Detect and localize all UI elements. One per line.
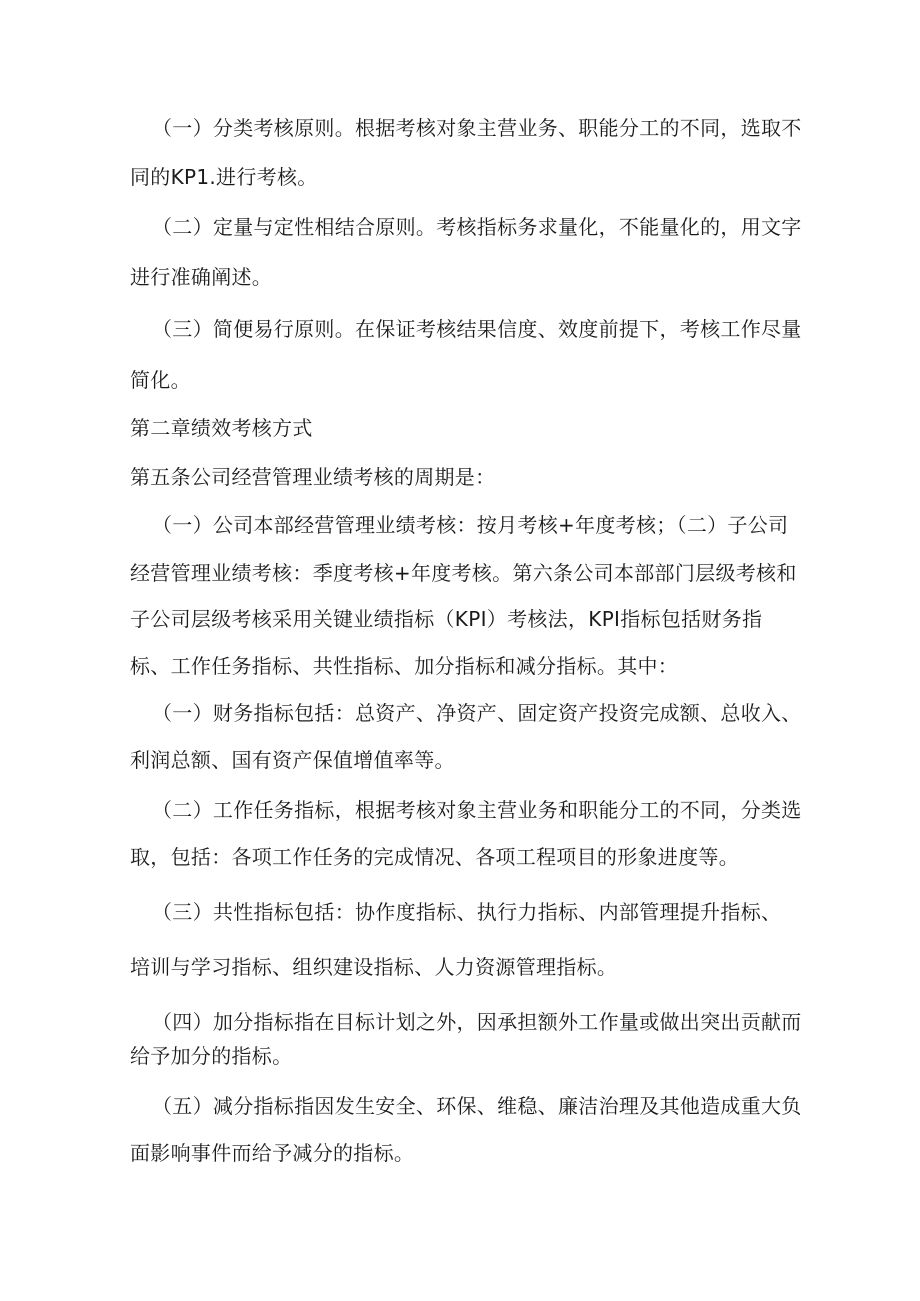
paragraph-line: （一）财务指标包括：总资产、净资产、固定资产投资完成额、总收入、 bbox=[152, 701, 802, 725]
paragraph-line: 给予加分的指标。 bbox=[130, 1044, 293, 1068]
chapter-heading: 第二章绩效考核方式 bbox=[130, 416, 313, 440]
paragraph-line: 利润总额、国有资产保值增值率等。 bbox=[130, 748, 455, 772]
paragraph-line: （四）加分指标指在目标计划之外，因承担额外工作量或做出突出贡献而 bbox=[152, 1010, 802, 1034]
paragraph-line: 取，包括：各项工作任务的完成情况、各项工程项目的形象进度等。 bbox=[130, 845, 739, 869]
paragraph-line: 简化。 bbox=[130, 368, 191, 392]
paragraph-line: （二）工作任务指标，根据考核对象主营业务和职能分工的不同，分类选 bbox=[152, 798, 802, 822]
paragraph-line: （一）公司本部经营管理业绩考核：按月考核+年度考核；（二）子公司 bbox=[152, 513, 789, 537]
paragraph-line: （三）共性指标包括：协作度指标、执行力指标、内部管理提升指标、 bbox=[152, 900, 782, 924]
paragraph-line: （五）减分指标指因发生安全、环保、维稳、廉洁治理及其他造成重大负 bbox=[152, 1094, 802, 1118]
paragraph-line: 经营管理业绩考核：季度考核+年度考核。第六条公司本部部门层级考核和 bbox=[130, 561, 797, 585]
paragraph-line: 标、工作任务指标、共性指标、加分指标和减分指标。其中： bbox=[130, 654, 679, 678]
paragraph-line: （二）定量与定性相结合原则。考核指标务求量化，不能量化的，用文字 bbox=[152, 215, 802, 239]
article-line: 第五条公司经营管理业绩考核的周期是： bbox=[130, 465, 496, 489]
paragraph-line: 培训与学习指标、组织建设指标、人力资源管理指标。 bbox=[130, 955, 618, 979]
paragraph-line: （一）分类考核原则。根据考核对象主营业务、职能分工的不同，选取不 bbox=[152, 116, 802, 140]
paragraph-line: 进行准确阐述。 bbox=[130, 265, 273, 289]
paragraph-line: 同的KP1.进行考核。 bbox=[130, 165, 318, 189]
paragraph-line: 面影响事件而给予减分的指标。 bbox=[130, 1141, 415, 1165]
paragraph-line: 子公司层级考核采用关键业绩指标（KPI）考核法，KPI指标包括财务指 bbox=[130, 607, 763, 631]
paragraph-line: （三）简便易行原则。在保证考核结果信度、效度前提下，考核工作尽量 bbox=[152, 317, 802, 341]
